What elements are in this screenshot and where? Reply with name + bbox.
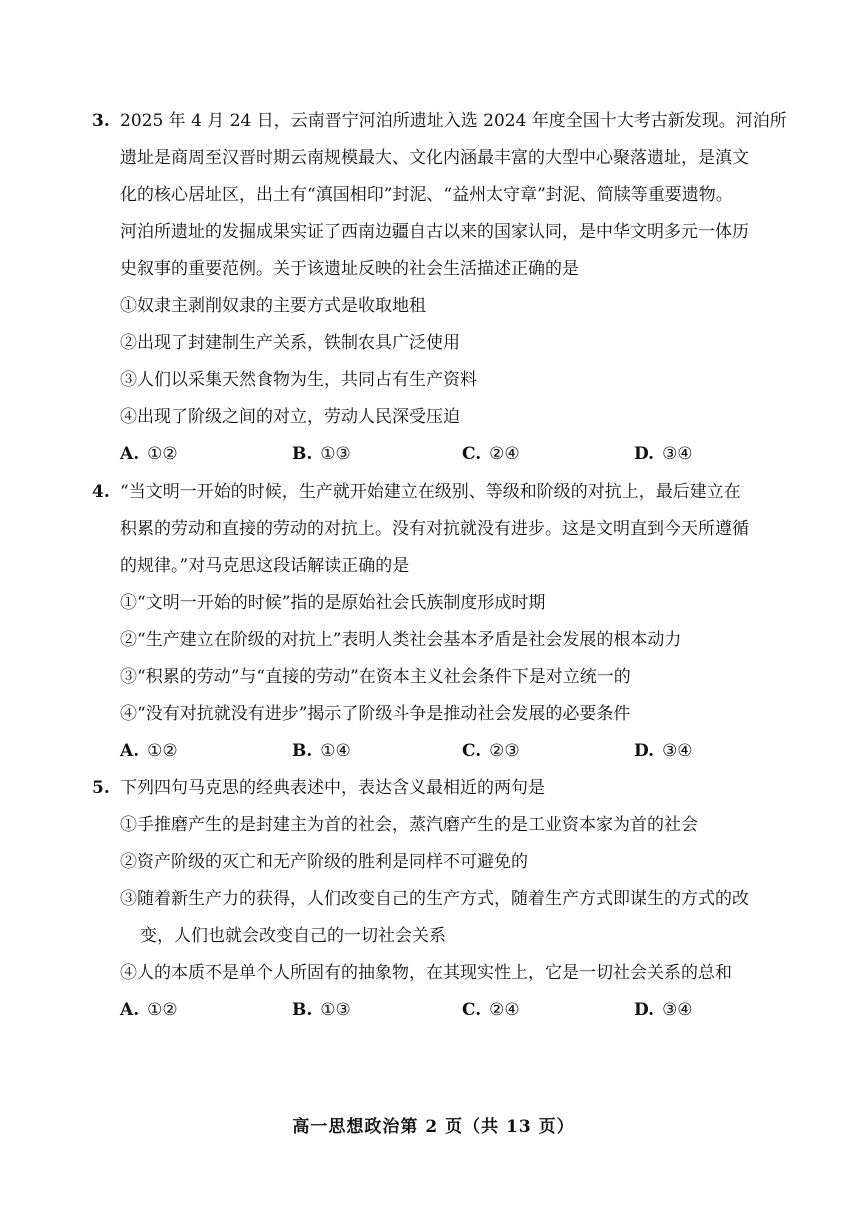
option-c[interactable] (462, 436, 520, 473)
answer-options (92, 733, 792, 770)
option-letter: C. (462, 444, 482, 464)
statement-item-continued: 变，人们也就会改变自己的一切社会关系 (140, 926, 446, 946)
question-number: 5. (92, 778, 110, 798)
option-letter: C. (462, 1000, 482, 1020)
option-letter: C. (462, 741, 482, 761)
answer-options (92, 436, 792, 473)
option-text: ③④ (662, 741, 693, 761)
option-b[interactable] (292, 733, 351, 770)
option-letter: A. (120, 741, 140, 761)
question-stem-line: 化的核心居址区，出土有“滇国相印”封泥、“益州太守章”封泥、简牍等重要遗物。 (120, 185, 733, 205)
option-d[interactable] (634, 992, 693, 1029)
statement-item: ④“没有对抗就没有进步”揭示了阶级斗争是推动社会发展的必要条件 (120, 704, 631, 724)
option-text: ②④ (489, 1000, 520, 1020)
question-stem-line: 积累的劳动和直接的劳动的对抗上。没有对抗就没有进步。这是文明直到今天所遵循 (120, 519, 749, 539)
option-text: ①③ (320, 444, 351, 464)
option-letter: D. (634, 1000, 655, 1020)
option-letter: B. (292, 1000, 313, 1020)
question-number: 4. (92, 482, 110, 502)
question-stem-line (92, 474, 792, 511)
page-footer: 高一思想政治第 2 页（共 13 页） (292, 1117, 575, 1137)
statement-item: ①奴隶主剥削奴隶的主要方式是收取地租 (120, 296, 426, 316)
statement-item: ③随着新生产力的获得，人们改变自己的生产方式，随着生产方式即谋生的方式的改 (120, 889, 749, 909)
option-a[interactable] (120, 436, 178, 473)
option-c[interactable] (462, 733, 520, 770)
question-number: 3. (92, 111, 110, 131)
option-letter: A. (120, 1000, 140, 1020)
statement-item: ②“生产建立在阶级的对抗上”表明人类社会基本矛盾是社会发展的根本动力 (120, 630, 682, 650)
statement-item: ③人们以采集天然食物为生，共同占有生产资料 (120, 370, 477, 390)
option-b[interactable] (292, 992, 351, 1029)
statement-item: ③“积累的劳动”与“直接的劳动”在资本主义社会条件下是对立统一的 (120, 667, 631, 687)
question-5 (92, 770, 792, 1029)
option-a[interactable] (120, 733, 178, 770)
option-text: ②④ (489, 444, 520, 464)
option-text: ③④ (662, 1000, 693, 1020)
statement-item: ②出现了封建制生产关系，铁制农具广泛使用 (120, 333, 460, 353)
option-letter: D. (634, 444, 655, 464)
statement-item: ②资产阶级的灭亡和无产阶级的胜利是同样不可避免的 (120, 852, 528, 872)
option-text: ①③ (320, 1000, 351, 1020)
question-stem-text: 下列四句马克思的经典表述中，表达含义最相近的两句是 (120, 778, 545, 798)
option-b[interactable] (292, 436, 351, 473)
statement-item: ④出现了阶级之间的对立，劳动人民深受压迫 (120, 407, 460, 427)
statement-item: ①“文明一开始的时候”指的是原始社会氏族制度形成时期 (120, 593, 546, 613)
option-a[interactable] (120, 992, 178, 1029)
question-4 (92, 474, 792, 770)
answer-options (92, 992, 792, 1029)
option-text: ③④ (662, 444, 693, 464)
option-text: ①② (147, 444, 178, 464)
question-stem-line (92, 770, 792, 807)
statement-item: ①手推磨产生的是封建主为首的社会，蒸汽磨产生的是工业资本家为首的社会 (120, 815, 698, 835)
question-stem-text: “当文明一开始的时候，生产就开始建立在级别、等级和阶级的对抗上，最后建立在 (120, 482, 741, 502)
question-stem-text: 2025 年 4 月 24 日，云南晋宁河泊所遗址入选 2024 年度全国十大考古新发现。河泊所 (120, 111, 787, 131)
option-d[interactable] (634, 436, 693, 473)
option-letter: B. (292, 741, 313, 761)
statement-item: ④人的本质不是单个人所固有的抽象物，在其现实性上，它是一切社会关系的总和 (120, 963, 732, 983)
option-text: ①② (147, 741, 178, 761)
option-text: ①② (147, 1000, 178, 1020)
question-stem-line: 史叙事的重要范例。关于该遗址反映的社会生活描述正确的是 (120, 259, 579, 279)
question-stem-line (92, 103, 792, 140)
question-3 (92, 103, 792, 473)
option-letter: B. (292, 444, 313, 464)
option-d[interactable] (634, 733, 693, 770)
question-stem-line: 河泊所遗址的发掘成果实证了西南边疆自古以来的国家认同，是中华文明多元一体历 (120, 222, 749, 242)
option-c[interactable] (462, 992, 520, 1029)
question-stem-line: 遗址是商周至汉晋时期云南规模最大、文化内涵最丰富的大型中心聚落遗址，是滇文 (120, 148, 749, 168)
option-letter: A. (120, 444, 140, 464)
option-text: ①④ (320, 741, 351, 761)
option-letter: D. (634, 741, 655, 761)
option-text: ②③ (489, 741, 520, 761)
question-stem-line: 的规律。”对马克思这段话解读正确的是 (120, 556, 410, 576)
